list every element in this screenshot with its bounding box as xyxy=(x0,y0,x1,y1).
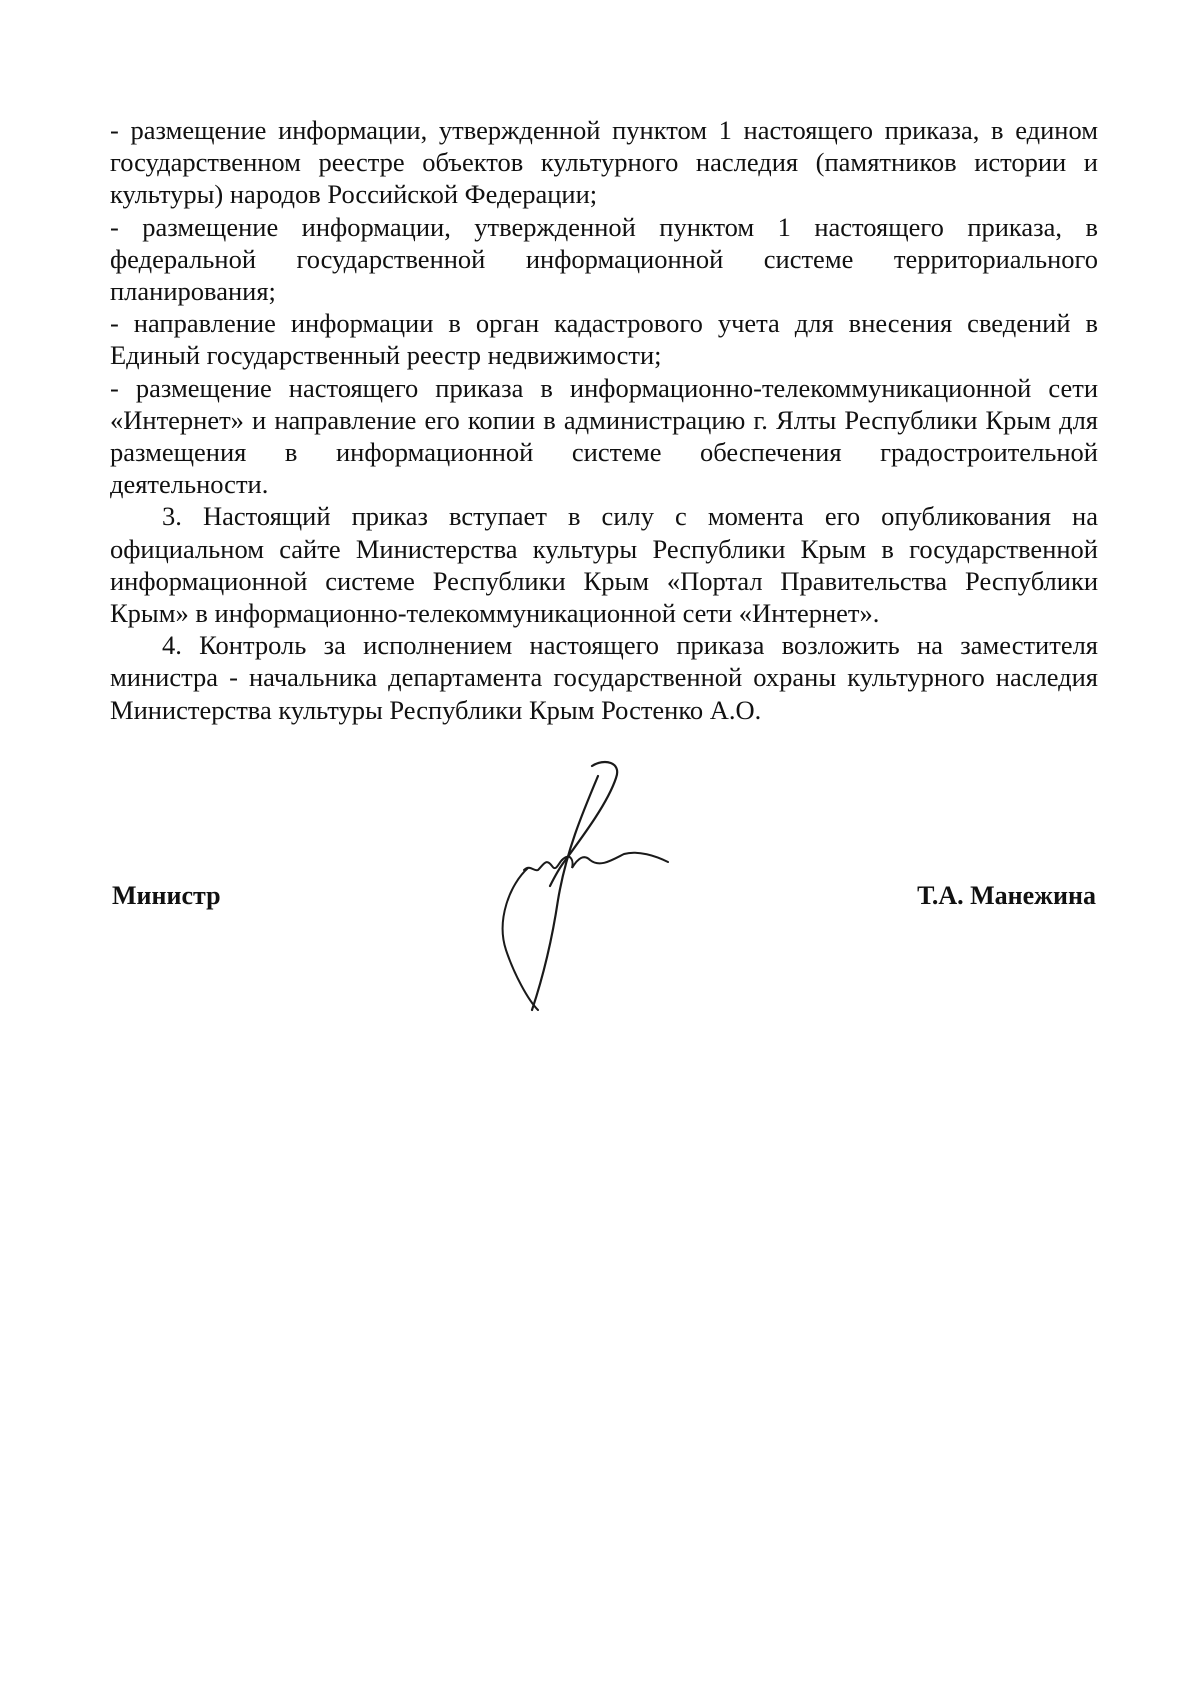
signatory-name: Т.А. Манежина xyxy=(917,881,1096,910)
paragraph-item-3: 3. Настоящий приказ вступает в силу с момента его опубликования на официальном сайте Министерства культуры Республики Крым в государственной информационной системе Республики Крым «Портал Правительства Республики Крым» в информационно-телекоммуникационной сети «Интернет». xyxy=(110,501,1098,629)
paragraph-item-4: 4. Контроль за исполнением настоящего приказа возложить на заместителя министра - начальника департамента государственной охраны культурного наследия Министерства культуры Республики Крым Ростенко А.О. xyxy=(110,630,1098,725)
paragraph-fgis-tp-placement: - размещение информации, утвержденной пунктом 1 настоящего приказа, в федеральной государственной информационной системе территориального планирования; xyxy=(110,211,1098,307)
signatory-title: Министр xyxy=(112,881,221,910)
paragraph-egrokn-placement: - размещение информации, утвержденной пунктом 1 настоящего приказа, в едином государственном реестре объектов культурного наследия (памятников истории и культуры) народов Российской Федерации; xyxy=(110,115,1098,210)
handwritten-signature xyxy=(500,760,720,1020)
paragraph-internet-placement: - размещение настоящего приказа в информационно-телекоммуникационной сети «Интернет» и направление его копии в администрацию г. Ялты Республики Крым для размещения в информационной системе обеспечения градостроительной деятельности. xyxy=(110,372,1098,500)
paragraph-cadastral-info: - направление информации в орган кадастрового учета для внесения сведений в Единый государственный реестр недвижимости; xyxy=(110,308,1098,371)
